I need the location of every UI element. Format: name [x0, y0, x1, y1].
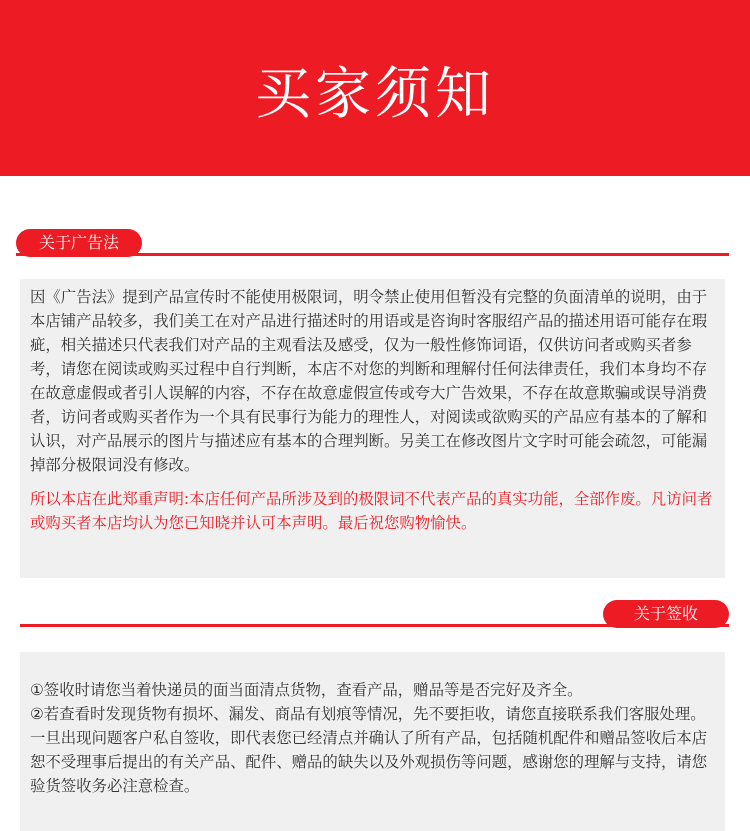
ad-law-heading-pill: 关于广告法	[16, 229, 142, 257]
signing-heading-rule	[20, 624, 729, 627]
ad-law-heading-rule	[16, 253, 729, 256]
ad-law-panel	[20, 279, 725, 578]
signing-heading-pill: 关于签收	[603, 600, 729, 628]
ad-law-notice: 所以本店在此郑重声明:本店任何产品所涉及到的极限词不代表产品的真实功能，全部作废。凡访问者或购买者本店均认为您已知晓并认可本声明。最后祝您购物愉快。	[30, 490, 713, 532]
header-banner	[0, 0, 750, 176]
signing-item-1: ①签收时请您当着快递员的面当面清点货物，查看产品，赠品等是否完好及齐全。	[30, 681, 583, 699]
signing-item-2: ②若查看时发现货物有损坏、漏发、商品有划痕等情况，先不要拒收，请您直接联系我们客服处理。一旦出现问题客户私自签收，即代表您已经清点并确认了所有产品，包括随机配件和赠品签收后本店恕不受理事后提出的有关产品、配件、赠品的缺失以及外观损伤等问题，感谢您的理解与支持，请您验货签收务必注意检查。	[30, 705, 708, 795]
signing-panel	[20, 652, 725, 831]
page-title: 买家须知	[255, 62, 495, 127]
ad-law-body: 因《广告法》提到产品宣传时不能使用极限词，明令禁止使用但暂没有完整的负面清单的说明，由于本店铺产品较多，我们美工在对产品进行描述时的用语或是咨询时客服绍产品的描述用语可能存在瑕疵，相关描述只代表我们对产品的主观看法及感受，仅为一般性修饰词语，仅供访问者或购买者参考，请您在阅读或购买过程中自行判断，本店不对您的判断和理解付任何法律责任，我们本身均不存在故意虚假或者引人误解的内容，不存在故意虚假宣传或夸大广告效果，不存在故意欺骗或误导消费者，访问者或购买者作为一个具有民事行为能力的理性人，对阅读或欲购买的产品应有基本的了解和认识，对产品展示的图片与描述应有基本的合理判断。另美工在修改图片文字时可能会疏忽，可能漏掉部分极限词没有修改。	[30, 288, 708, 474]
